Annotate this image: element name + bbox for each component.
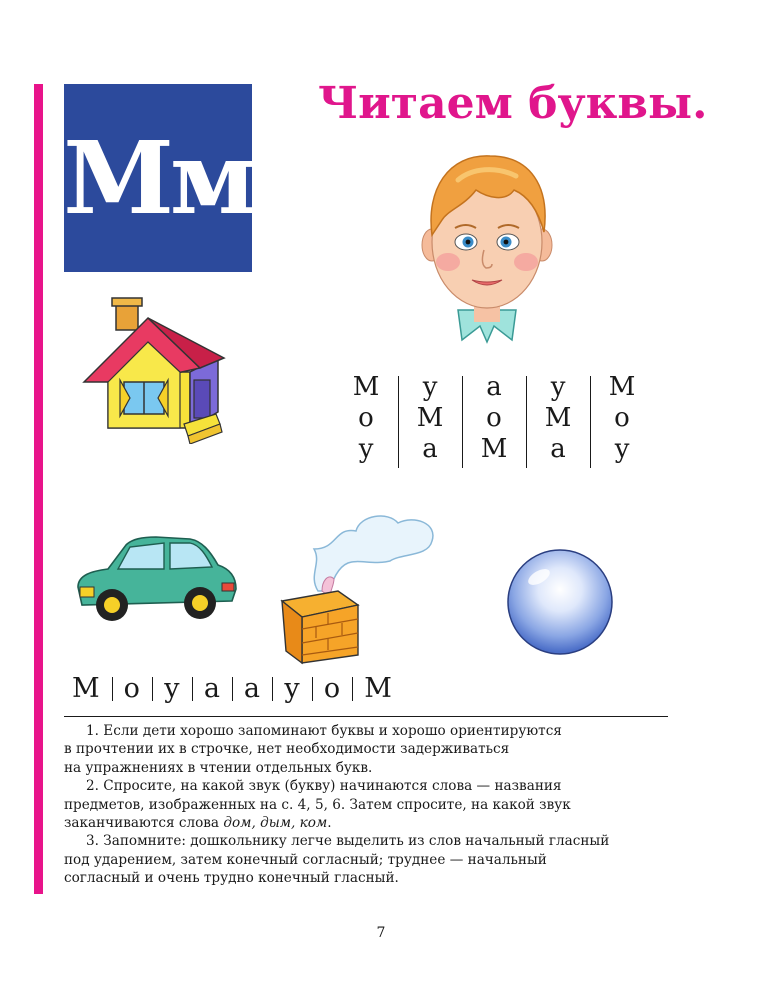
letter-grid-column: [334, 372, 398, 472]
grid-letter: о: [614, 403, 630, 433]
big-letter-box: [64, 84, 252, 272]
grid-letter: у: [358, 434, 374, 464]
note-text: заканчиваются слова: [64, 815, 224, 832]
grid-letter: а: [422, 434, 438, 464]
page-number: 7: [376, 925, 386, 941]
note-line: 3. Запомните: дошкольнику легче выделить из слов начальный гласный: [86, 833, 610, 850]
chimney-smoke-image: [278, 505, 442, 665]
row-letter: М: [72, 673, 100, 704]
grid-letter: а: [486, 372, 502, 402]
grid-letter: а: [550, 434, 566, 464]
grid-letter: М: [416, 403, 444, 433]
grid-letter: у: [550, 372, 566, 402]
note-line: 1. Если дети хорошо запоминают буквы и хорошо ориентируются: [86, 723, 562, 739]
divider-rule: [64, 716, 668, 717]
letter-row: [68, 672, 404, 706]
row-letter: у: [152, 672, 192, 706]
letter-grid-column: [526, 372, 590, 472]
teacher-notes: [64, 722, 674, 888]
page-title: Читаем буквы.: [318, 78, 708, 129]
row-letter: а: [192, 672, 232, 706]
row-letter: у: [272, 672, 312, 706]
grid-letter: о: [358, 403, 374, 433]
note-line: под ударением, затем конечный согласный; труднее — начальный: [64, 851, 547, 868]
side-accent-bar: [34, 84, 43, 894]
letter-grid-column: [590, 372, 654, 472]
note-line: на упражнениях в чтении отдельных букв.: [64, 759, 373, 776]
row-letter: о: [112, 672, 152, 706]
letter-grid-column: [462, 372, 526, 472]
ball-image: [505, 547, 615, 657]
row-letter: о: [312, 672, 352, 706]
note-line: в прочтении их в строчке, нет необходимости задерживаться: [64, 741, 510, 758]
grid-letter: у: [422, 372, 438, 402]
note-text-end: .: [327, 815, 332, 832]
grid-letter: М: [608, 372, 636, 402]
row-letter: а: [232, 672, 272, 706]
grid-letter: М: [480, 434, 508, 464]
note-italic-words: дом, дым, ком: [223, 815, 328, 832]
note-line: предметов, изображенных на с. 4, 5, 6. Затем спросите, на какой звук: [64, 796, 571, 813]
boy-face-image: [418, 150, 556, 345]
house-image: [80, 296, 230, 444]
grid-letter: о: [486, 403, 502, 433]
grid-letter: у: [614, 434, 630, 464]
grid-letter: М: [544, 403, 572, 433]
note-line: 2. Спросите, на какой звук (букву) начинаются слова — названия: [86, 778, 562, 795]
grid-letter: М: [352, 372, 380, 402]
note-line-mixed: [64, 814, 674, 832]
letter-grid-column: [398, 372, 462, 472]
big-letter: Мм: [63, 119, 253, 237]
car-image: [72, 535, 240, 625]
row-letter: М: [352, 672, 404, 706]
note-line: согласный и очень трудно конечный гласный.: [64, 870, 399, 887]
letter-grid: [334, 372, 654, 472]
